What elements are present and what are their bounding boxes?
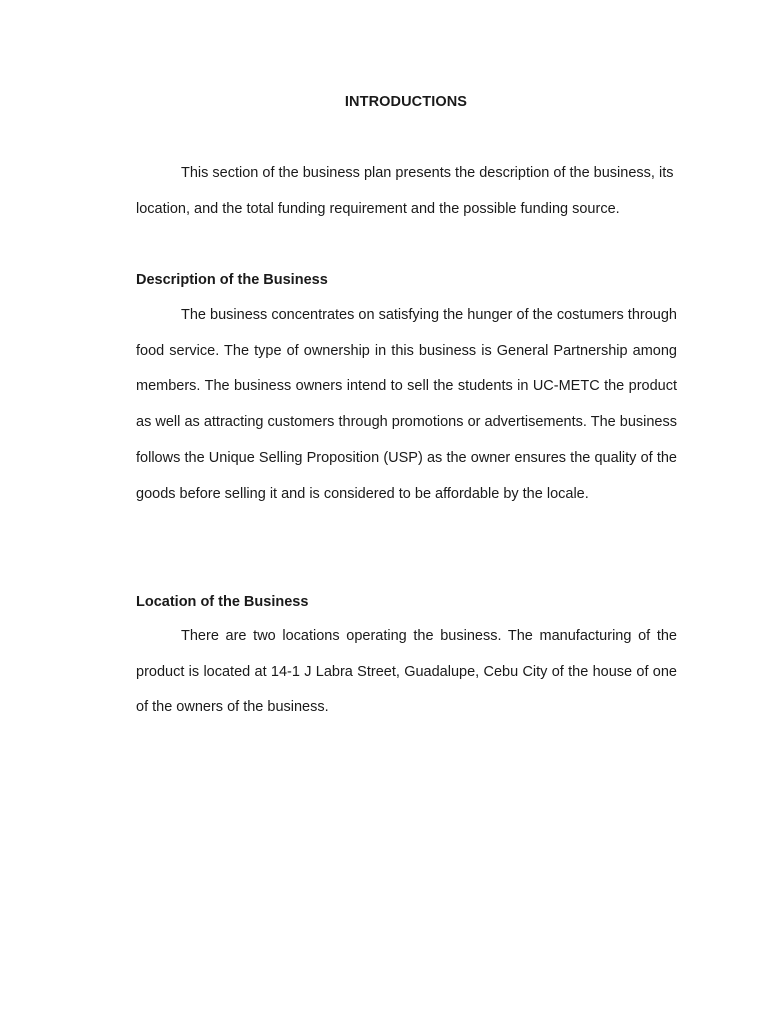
- section-paragraph-location: There are two locations operating the business. The manufacturing of the product is located at 14-1 J Labra Street, Guadalupe, Cebu City of the house of one of the owners of the business.: [136, 628, 677, 716]
- section-heading-location: Location of the Business: [136, 594, 309, 610]
- section-heading-description: Description of the Business: [136, 272, 328, 288]
- section-paragraph-description: The business concentrates on satisfying the hunger of the costumers through food service. The type of ownership in this business is General Partnership among members. The business owners intend to sell the students in UC-METC the product as well as attracting customers through promotions or advertisements. The business follows the Unique Selling Proposition (USP) as the owner ensures the quality of the goods before selling it and is considered to be affordable by the locale.: [136, 307, 677, 502]
- intro-paragraph: This section of the business plan presents the description of the business, its location, and the total funding requirement and the possible funding source.: [136, 165, 674, 217]
- page-title: INTRODUCTIONS: [344, 94, 468, 110]
